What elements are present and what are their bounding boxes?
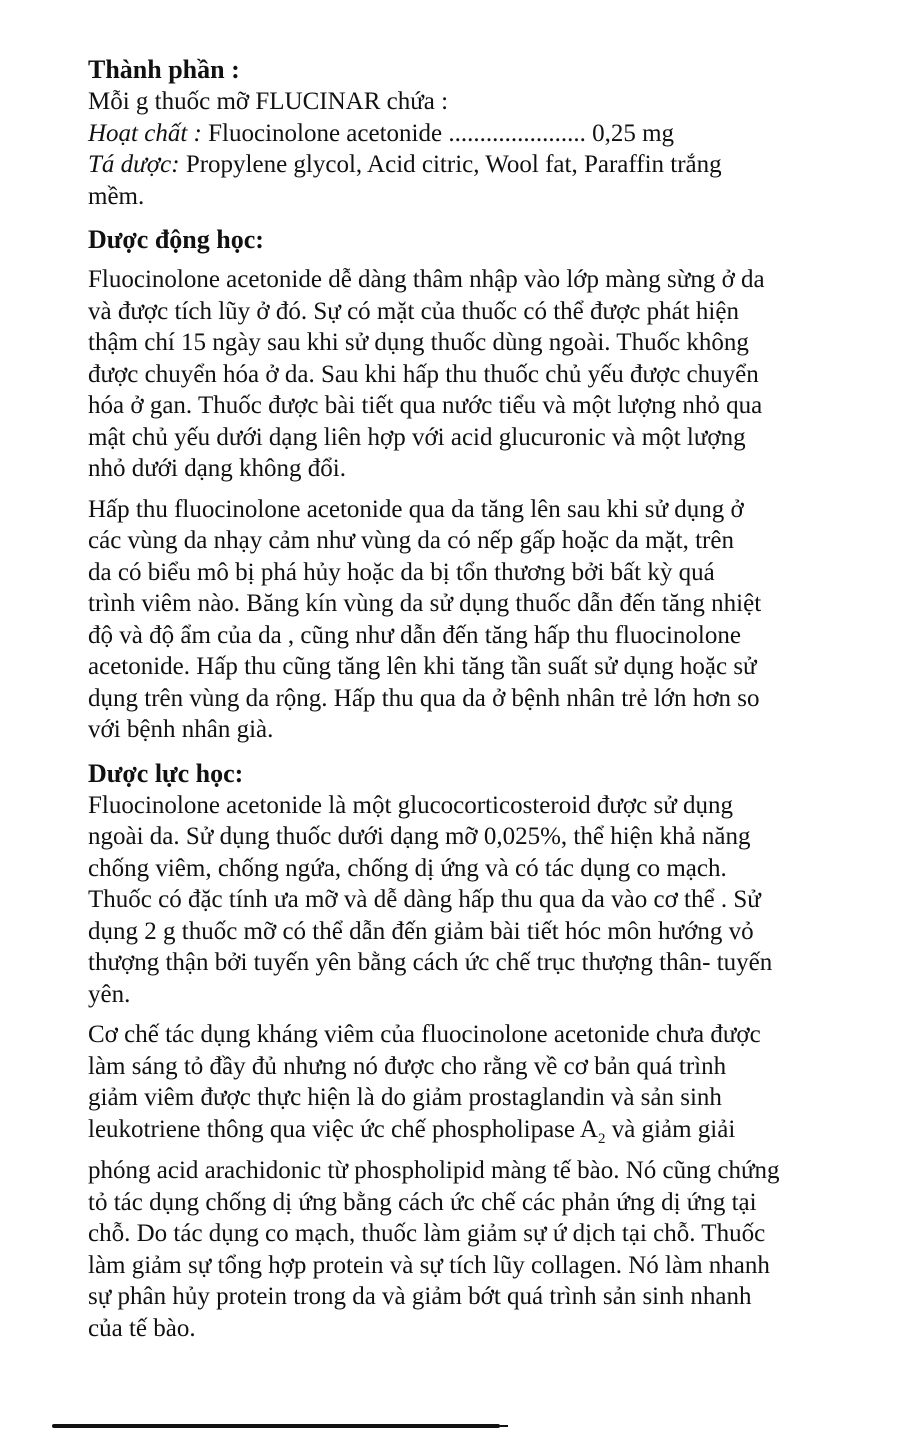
- pharmacodynamics-heading: Dược lực học:: [88, 758, 244, 788]
- text-line: nhỏ dưới dạng không đổi.: [88, 455, 347, 482]
- composition-intro: Mỗi g thuốc mỡ FLUCINAR chứa :: [88, 88, 449, 115]
- excipient-line-cont: mềm.: [88, 182, 145, 210]
- pharmacokinetics-paragraph-1: [88, 264, 868, 485]
- text-line: hóa ở gan. Thuốc được bài tiết qua nước tiểu và một lượng nhỏ qua: [88, 392, 763, 419]
- text-line: giảm viêm được thực hiện là do giảm prostaglandin và sản sinh: [88, 1084, 722, 1111]
- excipient-text: Propylene glycol, Acid citric, Wool fat, Paraffin trắng: [179, 151, 722, 178]
- text-line: Fluocinolone acetonide dễ dàng thâm nhập vào lớp màng sừng ở da: [88, 266, 765, 293]
- text-line: các vùng da nhạy cảm như vùng da có nếp gấp hoặc da mặt, trên: [88, 527, 734, 554]
- text-line: dụng trên vùng da rộng. Hấp thu qua da ở bệnh nhân trẻ lớn hơn so: [88, 684, 760, 712]
- pharmacodynamics-paragraph-1: [88, 790, 868, 1011]
- text-line: mật chủ yếu dưới dạng liên hợp với acid glucuronic và một lượng: [88, 423, 746, 451]
- text-line: dụng 2 g thuốc mỡ có thể dẫn đến giảm bài tiết hóc môn hướng vỏ: [88, 917, 754, 945]
- text-line: và được tích lũy ở đó. Sự có mặt của thuốc có thể được phát hiện: [88, 297, 739, 325]
- pharmacodynamics-paragraph-2: [88, 1019, 868, 1344]
- pharmacokinetics-heading: Dược động học:: [88, 225, 264, 254]
- composition-heading: Thành phần :: [88, 55, 240, 84]
- text-line-with-subscript: [88, 1114, 868, 1156]
- text-line: thậm chí 15 ngày sau khi sử dụng thuốc dùng ngoài. Thuốc không: [88, 329, 749, 356]
- active-label: Hoạt chất :: [88, 119, 202, 147]
- text-line: làm sáng tỏ đầy đủ nhưng nó được cho rằng về cơ bản quá trình: [88, 1052, 727, 1080]
- excipient-label: Tá dược:: [88, 151, 180, 178]
- text-line: làm giảm sự tổng hợp protein và sự tích lũy collagen. Nó làm nhanh: [88, 1251, 770, 1279]
- line-text-before: leukotriene thông qua việc ức chế phospholipase A: [88, 1115, 598, 1143]
- text-line: tỏ tác dụng chống dị ứng bằng cách ức chế các phản ứng dị ứng tại: [88, 1188, 757, 1216]
- text-line: acetonide. Hấp thu cũng tăng lên khi tăng tần suất sử dụng hoặc sử: [88, 653, 757, 680]
- text-line: của tế bào.: [88, 1314, 196, 1342]
- text-line: yên.: [88, 980, 131, 1008]
- text-line: chỗ. Do tác dụng co mạch, thuốc làm giảm sự ứ dịch tại chỗ. Thuốc: [88, 1220, 766, 1247]
- text-line: độ và độ ẩm của da , cũng như dẫn đến tăng hấp thu fluocinolone: [88, 621, 741, 649]
- active-ingredient-line: [88, 118, 868, 150]
- text-line: da có biểu mô bị phá hủy hoặc da bị tổn thương bởi bất kỳ quá: [88, 558, 715, 586]
- text-line: được chuyển hóa ở da. Sau khi hấp thu thuốc chủ yếu được chuyển: [88, 360, 759, 388]
- text-line: Hấp thu fluocinolone acetonide qua da tăng lên sau khi sử dụng ở: [88, 495, 744, 523]
- text-line: Thuốc có đặc tính ưa mỡ và dễ dàng hấp thu qua da vào cơ thể . Sử: [88, 886, 761, 913]
- text-line: sự phân hủy protein trong da và giảm bớt quá trình sản sinh nhanh: [88, 1283, 752, 1310]
- active-text: Fluocinolone acetonide ...................... 0,25 mg: [201, 119, 675, 147]
- text-line: phóng acid arachidonic từ phospholipid màng tế bào. Nó cũng chứng: [88, 1157, 780, 1184]
- subscript: 2: [597, 1130, 606, 1147]
- text-line: chống viêm, chống ngứa, chống dị ứng và có tác dụng co mạch.: [88, 854, 727, 882]
- pharmacokinetics-paragraph-2: [88, 494, 868, 746]
- text-line: Cơ chế tác dụng kháng viêm của fluocinolone acetonide chưa được: [88, 1021, 761, 1048]
- bottom-divider-line: [52, 1424, 500, 1428]
- text-line: Fluocinolone acetonide là một glucocorticosteroid được sử dụng: [88, 791, 734, 819]
- text-line: ngoài da. Sử dụng thuốc dưới dạng mỡ 0,025%, thể hiện khả năng: [88, 823, 751, 850]
- text-line: với bệnh nhân già.: [88, 716, 274, 743]
- text-line: trình viêm nào. Băng kín vùng da sử dụng thuốc dẫn đến tăng nhiệt: [88, 590, 762, 617]
- document-page: [88, 54, 868, 1344]
- excipient-line: [88, 149, 868, 181]
- line-text-after: và giảm giải: [605, 1115, 736, 1143]
- text-line: thượng thận bởi tuyến yên bằng cách ức chế trục thượng thân- tuyến: [88, 949, 773, 976]
